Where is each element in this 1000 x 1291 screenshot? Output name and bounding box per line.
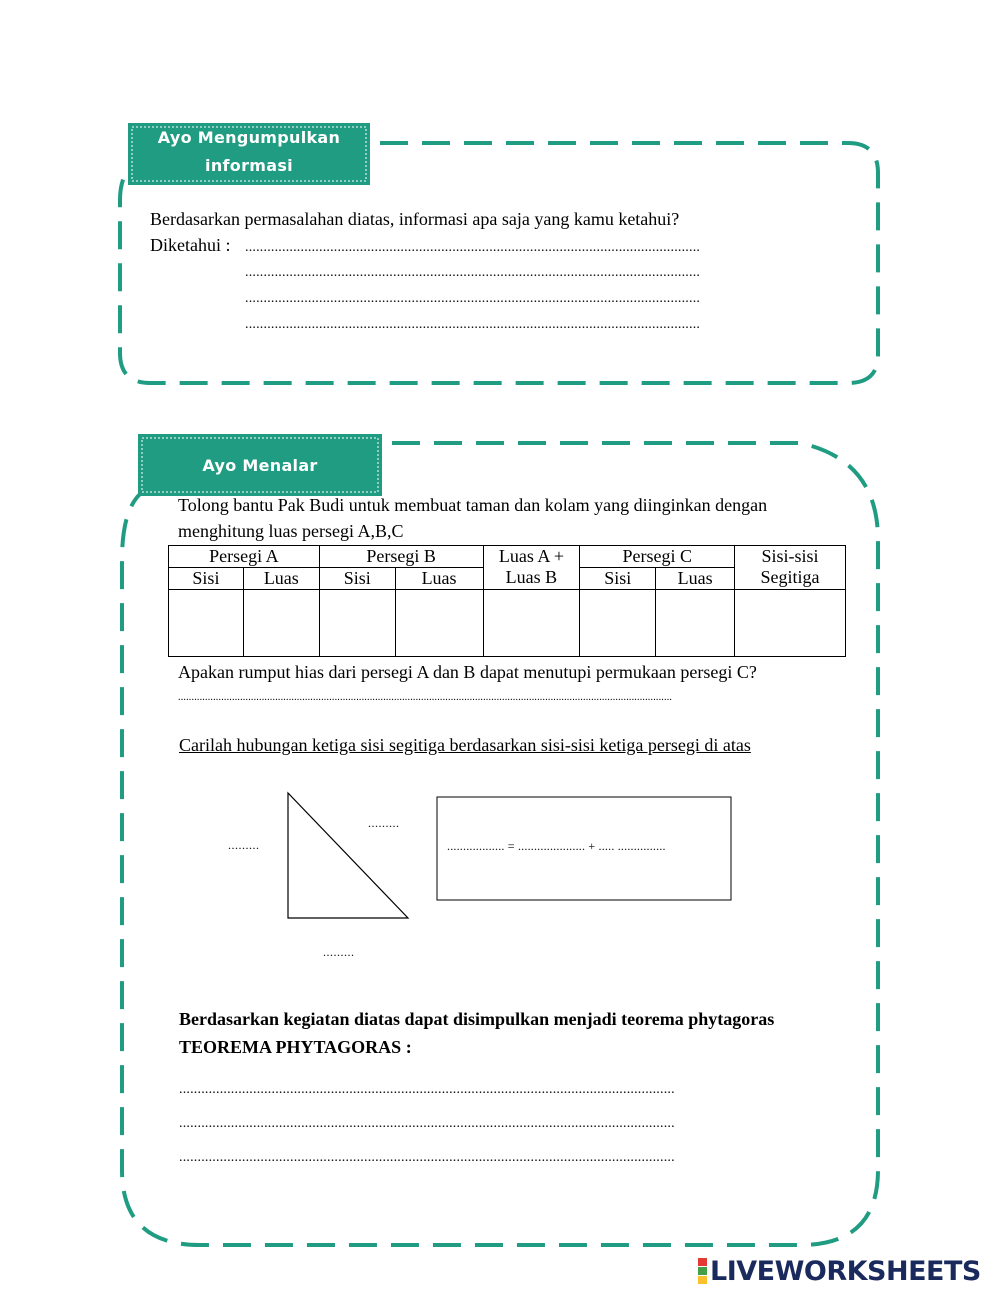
area-table — [168, 545, 846, 657]
badge1-label — [128, 124, 370, 180]
theorem-line-3[interactable]: ...................................................................................................................................... — [179, 1150, 675, 1165]
badge2-label: Ayo Menalar — [202, 456, 318, 475]
question2: Apakan rumput hias dari persegi A dan B dapat menutupi permukaan persegi C? — [178, 662, 757, 682]
intro-line-2: menghitung luas persegi A,B,C — [178, 521, 404, 541]
logo-text: LIVEWORKSHEETS — [710, 1255, 981, 1287]
cell-luas-ab[interactable] — [483, 590, 580, 657]
known-line-4[interactable]: ........................................................................................................................... — [245, 317, 701, 332]
cell-sisi-b[interactable] — [319, 590, 395, 657]
header-sisi-b: Sisi — [319, 568, 395, 590]
section1-question: Berdasarkan permasalahan diatas, informasi apa saja yang kamu ketahui? — [150, 209, 680, 229]
answer-line[interactable]: ....................................................................................................................................................................................... — [178, 692, 673, 703]
intro-line-1: Tolong bantu Pak Budi untuk membuat taman dan kolam yang diinginkan dengan — [178, 495, 768, 515]
conclusion-text: Berdasarkan kegiatan diatas dapat disimpulkan menjadi teorema phytagoras — [179, 1009, 775, 1029]
relation-title: Carilah hubungan ketiga sisi segitiga berdasarkan sisi-sisi ketiga persegi di atas — [179, 735, 751, 755]
badge1-line1: Ayo Mengumpulkan — [157, 128, 341, 147]
header-luas-a: Luas — [243, 568, 319, 590]
cell-luas-b[interactable] — [395, 590, 483, 657]
cell-luas-a[interactable] — [243, 590, 319, 657]
header-luas-b: Luas — [395, 568, 483, 590]
header-sisi-segitiga — [735, 546, 846, 590]
right-triangle — [288, 793, 408, 918]
known-line-1[interactable]: ........................................................................................................................... — [245, 240, 701, 255]
badge1-line2: informasi — [205, 156, 293, 175]
triangle-label-top[interactable]: ......... — [368, 816, 400, 830]
header-persegi-c: Persegi C — [580, 546, 735, 568]
header-sisi-segitiga-line1: Sisi-sisi — [761, 546, 819, 566]
header-luas-ab-line1: Luas A + — [498, 546, 564, 566]
theorem-line-2[interactable]: ...................................................................................................................................... — [179, 1116, 675, 1131]
header-luas-ab — [483, 546, 580, 590]
header-persegi-a: Persegi A — [169, 546, 320, 568]
cell-sisi-segitiga[interactable] — [735, 590, 846, 657]
cell-sisi-c[interactable] — [580, 590, 656, 657]
header-sisi-a: Sisi — [169, 568, 244, 590]
theorem-label: TEOREMA PHYTAGORAS : — [179, 1037, 412, 1057]
liveworksheets-logo[interactable] — [698, 1255, 981, 1287]
header-sisi-segitiga-line2: Segitiga — [760, 567, 820, 587]
triangle-label-left[interactable]: ......... — [228, 838, 260, 852]
triangle-label-bottom[interactable]: ......... — [323, 945, 355, 959]
logo-mark-icon — [698, 1258, 707, 1284]
header-persegi-b: Persegi B — [319, 546, 483, 568]
formula-text[interactable]: .................. = ..................... + ..... ............... — [447, 839, 666, 853]
cell-sisi-a[interactable] — [169, 590, 244, 657]
header-sisi-c: Sisi — [580, 568, 656, 590]
theorem-line-1[interactable]: ...................................................................................................................................... — [179, 1082, 675, 1097]
header-luas-ab-line2: Luas B — [505, 567, 558, 587]
known-label: Diketahui : — [150, 235, 231, 255]
header-luas-c: Luas — [656, 568, 735, 590]
cell-luas-c[interactable] — [656, 590, 735, 657]
known-line-3[interactable]: ........................................................................................................................... — [245, 291, 701, 306]
known-line-2[interactable]: ........................................................................................................................... — [245, 265, 701, 280]
